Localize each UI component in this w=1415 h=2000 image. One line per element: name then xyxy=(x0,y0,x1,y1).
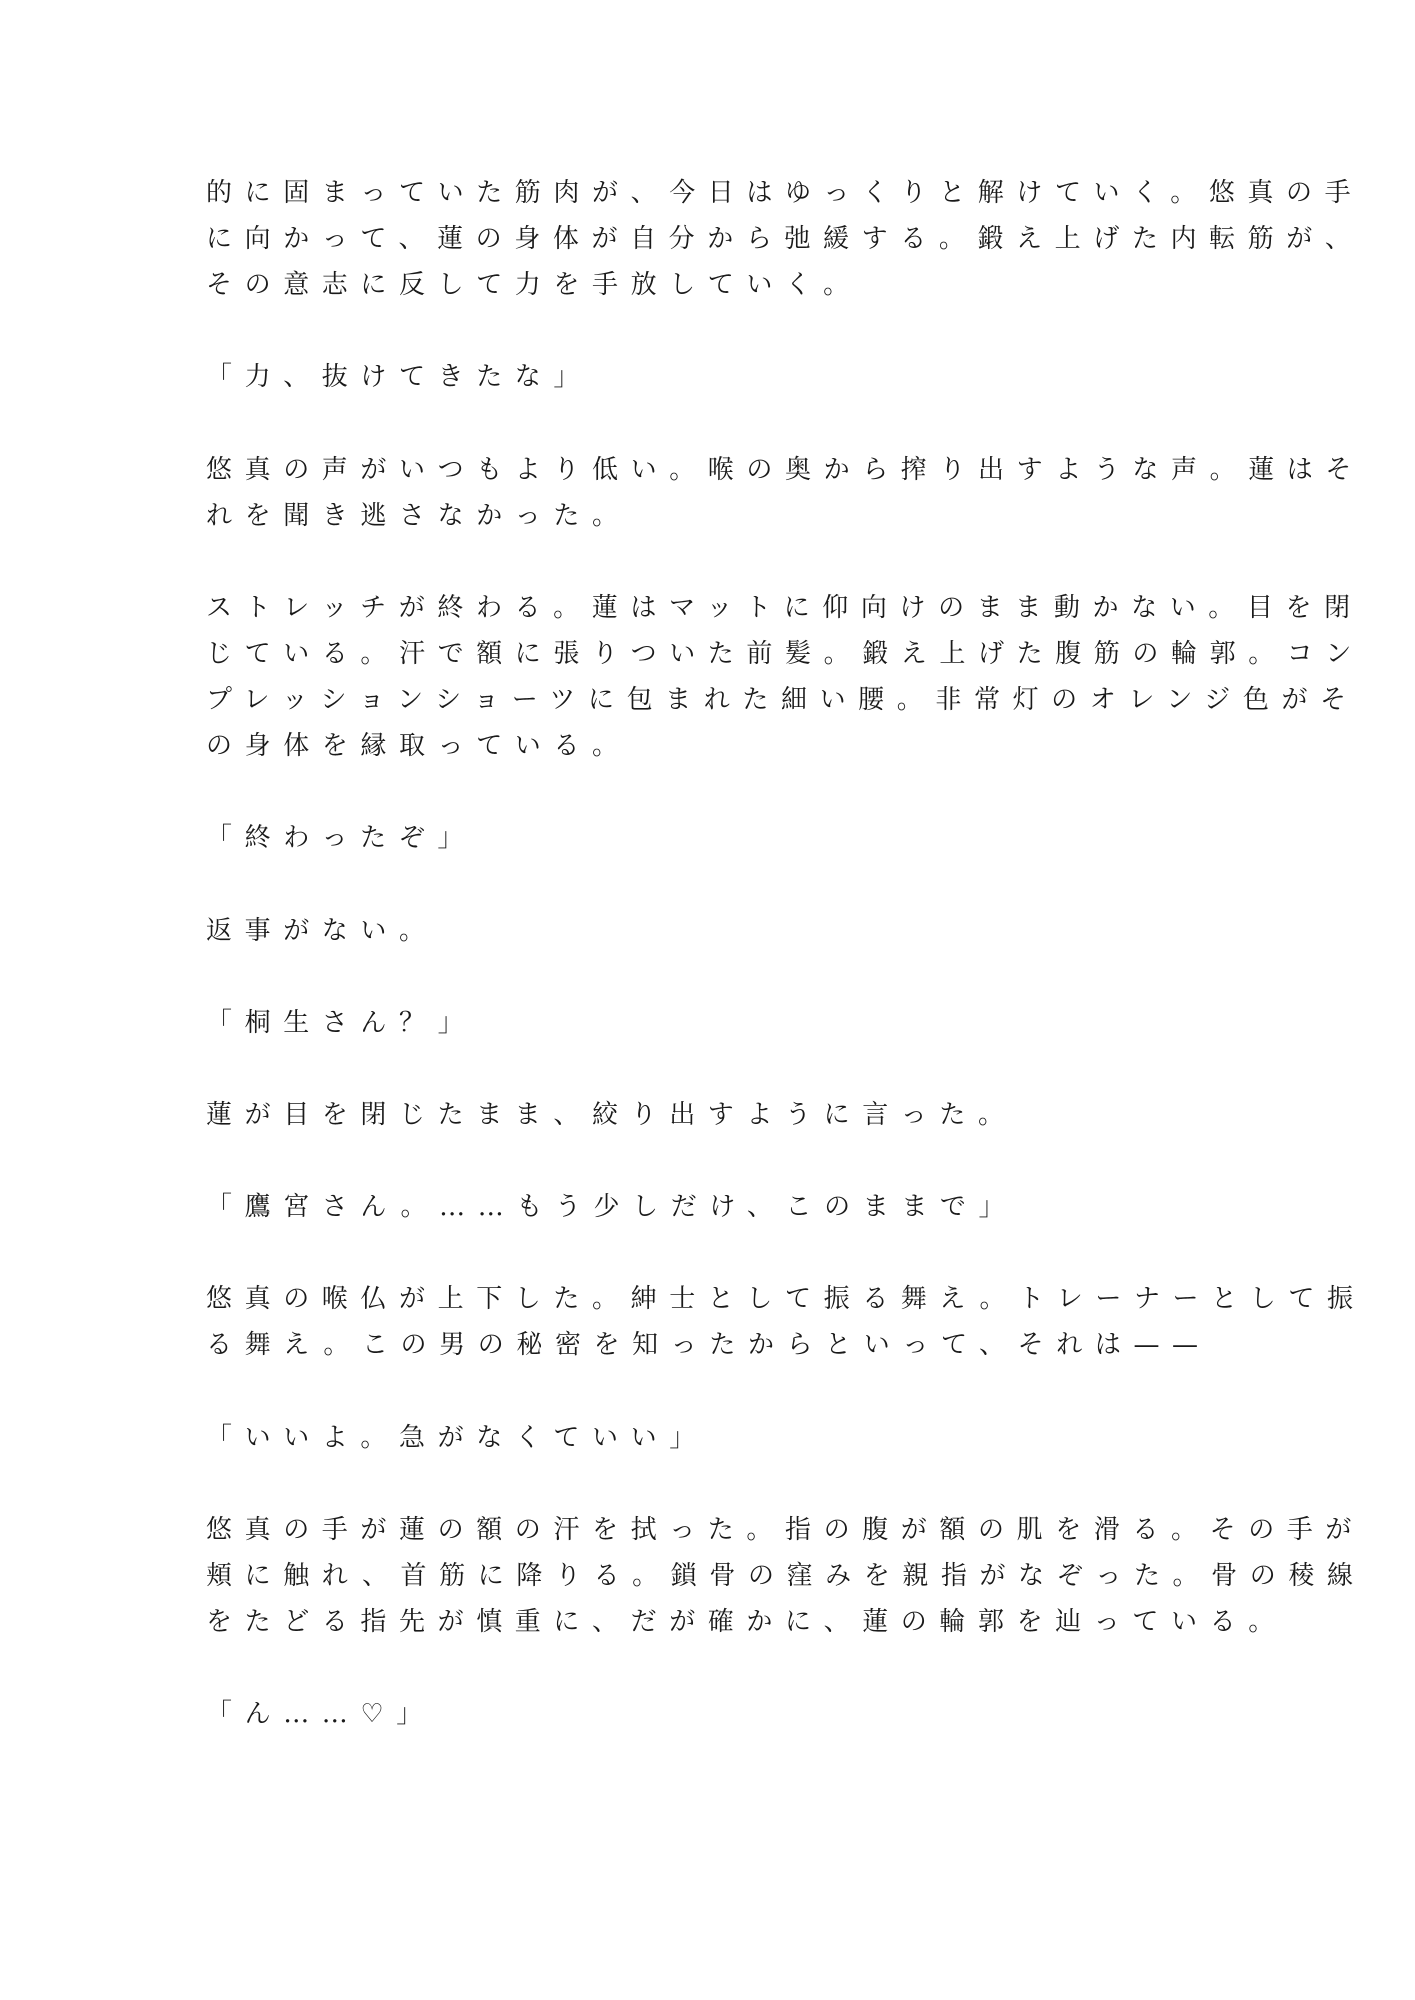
text-line: 悠真の喉仏が上下した。紳士として振る舞え。トレーナーとして振 xyxy=(206,1284,1366,1315)
paragraph xyxy=(206,1276,1366,1368)
paragraph xyxy=(206,585,1365,769)
text-line: プレッションショーツに包まれた細い腰。非常灯のオレンジ色がそ xyxy=(206,685,1359,716)
text-line: 「終わったぞ」 xyxy=(206,823,476,854)
text-line: じている。汗で額に張りついた前髪。鍛え上げた腹筋の輪郭。コン xyxy=(206,638,1365,669)
text-line: 「ん……♡」 xyxy=(206,1699,435,1730)
text-line: 蓮が目を閉じたまま、絞り出すように言った。 xyxy=(206,1099,1017,1130)
document-page xyxy=(206,170,1366,1783)
text-line: 返事がない。 xyxy=(206,915,438,946)
text-line: に向かって、蓮の身体が自分から弛緩する。鍛え上げた内転筋が、 xyxy=(206,224,1364,255)
text-line: 「鷹宮さん。……もう少しだけ、このままで」 xyxy=(206,1192,1018,1223)
paragraph xyxy=(206,815,1206,861)
paragraph xyxy=(206,447,1365,539)
text-line: 悠真の声がいつもより低い。喉の奥から搾り出すような声。蓮はそ xyxy=(206,454,1365,485)
paragraph xyxy=(206,1000,1206,1046)
paragraph xyxy=(206,1092,1206,1138)
text-line: 頬に触れ、首筋に降りる。鎖骨の窪みを親指がなぞった。骨の稜線 xyxy=(206,1560,1366,1591)
text-line: の身体を縁取っている。 xyxy=(206,731,631,762)
text-line: れを聞き逃さなかった。 xyxy=(206,500,631,531)
text-line: 的に固まっていた筋肉が、今日はゆっくりと解けていく。悠真の手 xyxy=(206,178,1364,208)
text-line: 悠真の手が蓮の額の汗を拭った。指の腹が額の肌を滑る。その手が xyxy=(206,1514,1365,1545)
paragraph xyxy=(206,354,1206,400)
paragraph xyxy=(206,1415,1206,1461)
text-line: をたどる指先が慎重に、だが確かに、蓮の輪郭を辿っている。 xyxy=(206,1606,1287,1637)
paragraph xyxy=(206,170,1364,308)
paragraph xyxy=(206,1691,1206,1737)
text-line: 「桐生さん？」 xyxy=(206,1007,477,1038)
text-line: る舞え。この男の秘密を知ったからといって、それは—— xyxy=(206,1330,1211,1361)
text-line: その意志に反して力を手放していく。 xyxy=(206,270,862,301)
paragraph xyxy=(206,1184,1206,1230)
text-line: 「力、抜けてきたな」 xyxy=(206,362,593,393)
paragraph xyxy=(206,1507,1366,1645)
text-line: ストレッチが終わる。蓮はマットに仰向けのまま動かない。目を閉 xyxy=(206,592,1363,623)
text-line: 「いいよ。急がなくていい」 xyxy=(206,1422,708,1453)
paragraph xyxy=(206,908,1206,954)
